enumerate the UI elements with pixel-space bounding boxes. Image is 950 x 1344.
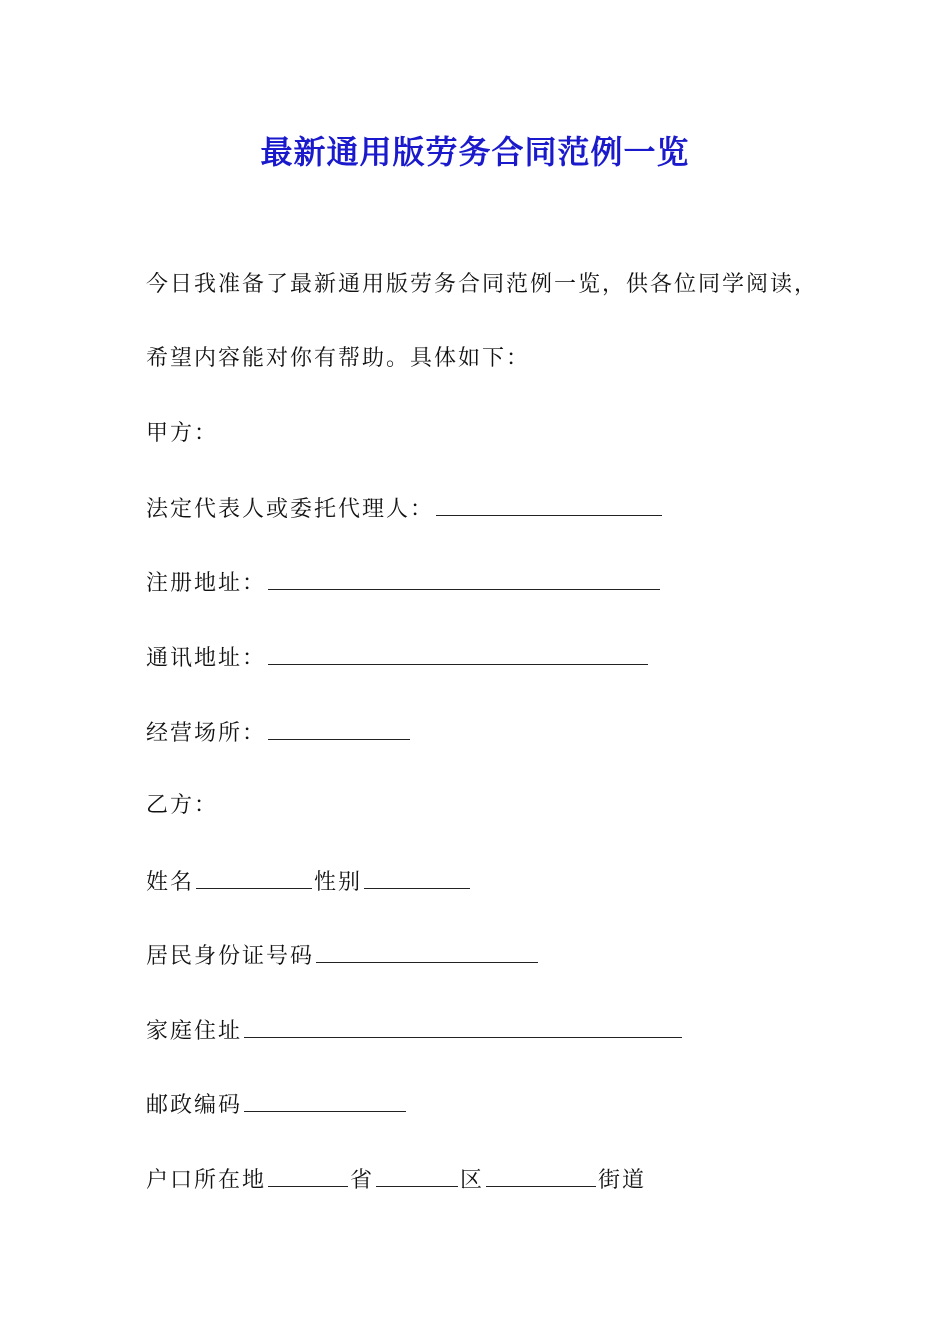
mailing-address-label: 通讯地址： <box>146 646 267 671</box>
registered-address-blank[interactable] <box>268 567 660 590</box>
party-b-heading: 乙方： <box>146 793 219 818</box>
district-label: 区 <box>460 1168 485 1193</box>
postal-code-blank[interactable] <box>244 1089 406 1112</box>
street-blank[interactable] <box>486 1164 596 1187</box>
document-title: 最新通用版劳务合同范例一览 <box>260 133 690 171</box>
id-number-blank[interactable] <box>316 940 538 963</box>
intro-line-2: 希望内容能对你有帮助。具体如下： <box>146 346 531 371</box>
name-label: 姓名 <box>146 870 195 895</box>
district-blank[interactable] <box>376 1164 458 1187</box>
postal-code-row <box>146 1089 408 1121</box>
representative-blank[interactable] <box>436 493 662 516</box>
business-premises-row <box>146 717 412 749</box>
mailing-address-blank[interactable] <box>268 642 648 665</box>
representative-label: 法定代表人或委托代理人： <box>146 497 435 522</box>
name-gender-row <box>146 866 472 898</box>
mailing-address-row <box>146 642 650 674</box>
gender-blank[interactable] <box>364 866 470 889</box>
intro-line-1: 今日我准备了最新通用版劳务合同范例一览，供各位同学阅读， <box>146 272 819 297</box>
name-blank[interactable] <box>196 866 312 889</box>
id-number-row <box>146 940 540 972</box>
id-number-label: 居民身份证号码 <box>146 944 315 969</box>
gender-label: 性别 <box>314 870 363 895</box>
business-premises-label: 经营场所： <box>146 721 267 746</box>
province-label: 省 <box>350 1168 375 1193</box>
party-a-heading: 甲方： <box>146 421 219 446</box>
home-address-blank[interactable] <box>244 1015 682 1038</box>
home-address-label: 家庭住址 <box>146 1019 243 1044</box>
registered-address-row <box>146 567 662 599</box>
province-blank[interactable] <box>268 1164 348 1187</box>
street-label: 街道 <box>598 1168 647 1193</box>
representative-row <box>146 493 664 525</box>
registered-address-label: 注册地址： <box>146 571 267 596</box>
home-address-row <box>146 1015 684 1047</box>
hukou-row <box>146 1164 646 1196</box>
business-premises-blank[interactable] <box>268 717 410 740</box>
hukou-label: 户口所在地 <box>146 1168 267 1193</box>
postal-code-label: 邮政编码 <box>146 1093 243 1118</box>
